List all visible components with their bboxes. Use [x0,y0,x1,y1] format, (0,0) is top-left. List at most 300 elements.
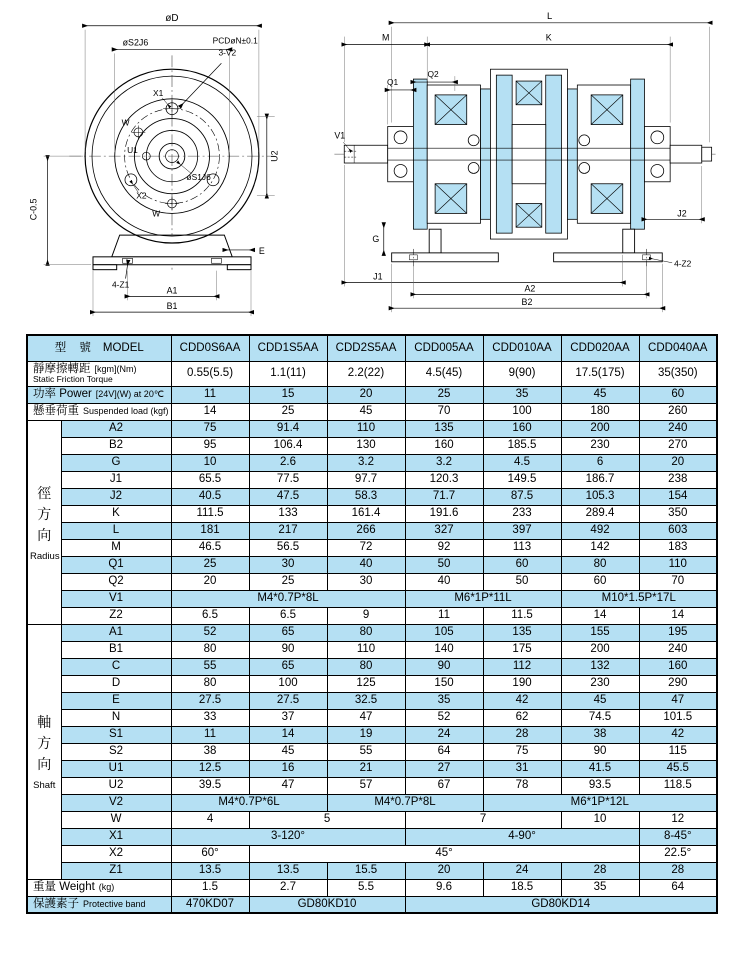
value-cell: 16 [249,760,327,777]
value-cell: 24 [483,862,561,879]
section-label-char: 軸 [37,714,52,731]
spec-label-main: 功率 Power [33,388,92,401]
value-cell: 5 [249,811,405,828]
value-cell: 52 [171,624,249,641]
section-label-char: 向 [37,526,52,543]
dim-label-x1: X1 [153,87,164,98]
model-name-cell: CDD020AA [561,335,639,361]
value-cell: 39.5 [171,777,249,794]
value-cell: 110 [327,420,405,437]
model-label-en: MODEL [102,342,144,355]
value-cell: 77.5 [249,471,327,488]
value-cell: 3.2 [327,454,405,471]
value-cell: 14 [171,403,249,420]
value-cell: 470KD07 [171,896,249,913]
value-cell: 160 [639,658,717,675]
value-cell: 41.5 [561,760,639,777]
dimension-label-cell: A2 [61,420,171,437]
dimension-label-cell: E [61,692,171,709]
value-cell: 75 [171,420,249,437]
value-cell: 105 [405,624,483,641]
dim-label-l: L [547,10,553,21]
left-coil-unit [427,85,480,223]
spec-table-body [27,335,717,913]
value-cell: 110 [327,641,405,658]
value-cell: 90 [249,641,327,658]
value-cell: 180 [561,403,639,420]
value-cell: 2.6 [249,454,327,471]
dimension-label-cell: A1 [61,624,171,641]
value-cell: 183 [639,539,717,556]
value-cell: 65 [249,658,327,675]
value-cell: 40.5 [171,488,249,505]
value-cell: 25 [171,556,249,573]
value-cell: 47 [639,692,717,709]
value-cell: 24 [405,726,483,743]
value-cell: 118.5 [639,777,717,794]
value-cell: 186.7 [561,471,639,488]
value-cell: 101.5 [639,709,717,726]
value-cell: 135 [405,420,483,437]
model-name-cell: CDD010AA [483,335,561,361]
center-assembly [490,69,567,239]
value-cell: 27.5 [249,692,327,709]
dimension-label-cell: B1 [61,641,171,658]
value-cell: 28 [639,862,717,879]
value-cell: 38 [561,726,639,743]
value-cell: 72 [327,539,405,556]
spec-label-main: 重量 Weight [33,881,95,894]
spec-table [26,334,718,914]
value-cell: 17.5(175) [561,361,639,386]
value-cell: 42 [639,726,717,743]
spec-label-unit: Protective band [83,899,146,910]
value-cell: 70 [405,403,483,420]
value-cell: 11.5 [483,607,561,624]
model-name-cell: CDD005AA [405,335,483,361]
dimension-label-cell: Z2 [61,607,171,624]
value-cell: 60 [639,386,717,403]
dimension-label-cell: L [61,522,171,539]
value-cell: 30 [249,556,327,573]
right-bearing-block [644,126,670,181]
value-cell: 45 [561,692,639,709]
dim-label-g: G [372,234,380,245]
value-cell: 37 [249,709,327,726]
dim-label-u2: U2 [269,150,280,162]
value-cell: 11 [171,386,249,403]
value-cell: 13.5 [171,862,249,879]
value-cell: 64 [405,743,483,760]
value-cell: M4*0.7P*8L [171,590,405,607]
value-cell: 130 [327,437,405,454]
value-cell: 25 [249,573,327,590]
value-cell: 45 [327,403,405,420]
value-cell: 40 [405,573,483,590]
value-cell: 14 [639,607,717,624]
dimension-label-cell: S1 [61,726,171,743]
value-cell: 20 [171,573,249,590]
value-cell: 100 [483,403,561,420]
value-cell: 160 [483,420,561,437]
dim-label-pcd: PCDøN±0.1 [212,35,258,46]
value-cell: 175 [483,641,561,658]
value-cell: 9(90) [483,361,561,386]
value-cell: 33 [171,709,249,726]
value-cell: 240 [639,420,717,437]
spec-label-sub: Static Friction Torque [33,374,113,385]
value-cell: 6 [561,454,639,471]
left-flange [413,79,427,229]
value-cell: 15 [249,386,327,403]
side-view-drawing [328,6,720,324]
value-cell: 58.3 [327,488,405,505]
value-cell: 270 [639,437,717,454]
value-cell: 46.5 [171,539,249,556]
value-cell: 14 [561,607,639,624]
value-cell: 113 [483,539,561,556]
value-cell: 492 [561,522,639,539]
value-cell: 106.4 [249,437,327,454]
value-cell: 195 [639,624,717,641]
value-cell: 120.3 [405,471,483,488]
drawings-panel [0,6,732,324]
dim-label-a1: A1 [166,285,178,296]
value-cell: 1.1(11) [249,361,327,386]
model-name-cell: CDD040AA [639,335,717,361]
value-cell: 112 [483,658,561,675]
dimension-label-cell: J2 [61,488,171,505]
spec-label-main: 靜摩擦轉距 [33,363,91,375]
value-cell: 97.7 [327,471,405,488]
value-cell: 161.4 [327,505,405,522]
dim-label-b2: B2 [521,297,533,308]
output-shaft [670,145,711,163]
value-cell: 38 [171,743,249,760]
value-cell: 45 [561,386,639,403]
value-cell: 155 [561,624,639,641]
value-cell: 74.5 [561,709,639,726]
value-cell: 230 [561,675,639,692]
value-cell: M4*0.7P*8L [327,794,483,811]
value-cell: 25 [405,386,483,403]
model-name-cell: CDD0S6AA [171,335,249,361]
value-cell: 80 [561,556,639,573]
value-cell: 1.5 [171,879,249,896]
value-cell: 9.6 [405,879,483,896]
value-cell: 40 [327,556,405,573]
value-cell: 47.5 [249,488,327,505]
value-cell: 11 [171,726,249,743]
value-cell: 47 [327,709,405,726]
value-cell: 9 [327,607,405,624]
value-cell: 8-45° [639,828,717,845]
value-cell: 6.5 [171,607,249,624]
dim-label-os2j6: øS2J6 [122,37,149,48]
value-cell: M6*1P*11L [405,590,561,607]
dim-label-q1: Q1 [387,77,399,88]
spec-label-main: 保護素子 [33,898,79,911]
value-cell: 15.5 [327,862,405,879]
value-cell: 149.5 [483,471,561,488]
dim-label-4z2: 4-Z2 [674,258,692,269]
model-name-cell: CDD1S5AA [249,335,327,361]
value-cell: 115 [639,743,717,760]
value-cell: 0.55(5.5) [171,361,249,386]
model-name-cell: CDD2S5AA [327,335,405,361]
value-cell: 35 [561,879,639,896]
value-cell: 160 [405,437,483,454]
value-cell: 80 [171,641,249,658]
value-cell: 397 [483,522,561,539]
dim-label-k: K [545,32,552,43]
spec-label-unit: (kg) [98,882,115,893]
dim-label-x2: X2 [136,190,147,201]
value-cell: M10*1.5P*17L [561,590,717,607]
value-cell: 21 [327,760,405,777]
value-cell: 191.6 [405,505,483,522]
front-dimension-lines [44,26,275,316]
value-cell: 100 [249,675,327,692]
value-cell: 133 [249,505,327,522]
section-label-cell [27,420,61,624]
model-label-zh: 型 號 [54,342,96,355]
value-cell: 10 [171,454,249,471]
value-cell: 90 [561,743,639,760]
section-label-char: 徑 [37,484,52,501]
value-cell: 140 [405,641,483,658]
value-cell: 67 [405,777,483,794]
input-shaft [344,145,387,163]
value-cell: 3.2 [405,454,483,471]
value-cell: 57 [327,777,405,794]
spec-label-cell [27,386,171,403]
value-cell: 12.5 [171,760,249,777]
value-cell: 95 [171,437,249,454]
value-cell: 142 [561,539,639,556]
value-cell: 4-90° [405,828,639,845]
value-cell: 4.5 [483,454,561,471]
section-label-char: 方 [37,505,52,522]
dim-label-a2: A2 [524,283,536,294]
dimension-label-cell: B2 [61,437,171,454]
value-cell: 56.5 [249,539,327,556]
value-cell: 64 [639,879,717,896]
value-cell: 35 [483,386,561,403]
value-cell: 91.4 [249,420,327,437]
dim-label-w-top: W [121,117,130,128]
dimension-label-cell: U1 [61,760,171,777]
value-cell: 60° [171,845,249,862]
dim-label-u1: U1 [127,145,138,156]
right-flange [631,79,645,229]
spec-label-cell [27,403,171,420]
mounting-base [93,235,251,270]
value-cell: 200 [561,420,639,437]
dim-label-j1: J1 [373,271,383,282]
value-cell: 190 [483,675,561,692]
dimension-label-cell: W [61,811,171,828]
spec-label-main: 懸垂荷重 [33,405,79,418]
dim-label-b1: B1 [166,301,178,312]
value-cell: 350 [639,505,717,522]
value-cell: 25 [249,403,327,420]
left-armature-plate [481,89,491,219]
value-cell: 30 [327,573,405,590]
value-cell: 35 [405,692,483,709]
dimension-label-cell: J1 [61,471,171,488]
value-cell: 52 [405,709,483,726]
value-cell: 14 [249,726,327,743]
spec-label-cell [27,896,171,913]
front-view-drawing [22,6,322,324]
dimension-label-cell: D [61,675,171,692]
dim-label-4z1: 4-Z1 [112,279,130,290]
value-cell: 55 [327,743,405,760]
value-cell: 93.5 [561,777,639,794]
value-cell: 238 [639,471,717,488]
value-cell: 3-120° [171,828,405,845]
left-bearing-block [388,126,414,181]
dim-label-c: C-0.5 [28,198,39,221]
value-cell: 185.5 [483,437,561,454]
value-cell: 11 [405,607,483,624]
value-cell: 290 [639,675,717,692]
dim-label-od: øD [165,12,179,24]
value-cell: GD80KD10 [249,896,405,913]
value-cell: 47 [249,777,327,794]
value-cell: 110 [639,556,717,573]
value-cell: 20 [327,386,405,403]
value-cell: 154 [639,488,717,505]
value-cell: 45° [249,845,639,862]
model-header-cell [27,335,171,361]
value-cell: 4 [171,811,249,828]
value-cell: M6*1P*12L [483,794,717,811]
value-cell: 80 [171,675,249,692]
dimension-label-cell: M [61,539,171,556]
value-cell: 27.5 [171,692,249,709]
dimension-label-cell: U2 [61,777,171,794]
section-label-char: 方 [37,735,52,752]
value-cell: 10 [561,811,639,828]
value-cell: 71.7 [405,488,483,505]
dimension-label-cell: X2 [61,845,171,862]
value-cell: 327 [405,522,483,539]
value-cell: 45.5 [639,760,717,777]
value-cell: GD80KD14 [405,896,717,913]
dimension-label-cell: N [61,709,171,726]
spec-label-line [33,388,169,400]
value-cell: 266 [327,522,405,539]
value-cell: 28 [561,862,639,879]
value-cell: 78 [483,777,561,794]
dim-label-j2: J2 [677,208,687,219]
value-cell: 230 [561,437,639,454]
value-cell: 260 [639,403,717,420]
value-cell: 13.5 [249,862,327,879]
value-cell: 2.2(22) [327,361,405,386]
value-cell: 20 [639,454,717,471]
value-cell: 42 [483,692,561,709]
value-cell: 60 [483,556,561,573]
value-cell: 80 [327,658,405,675]
value-cell: 62 [483,709,561,726]
value-cell: 18.5 [483,879,561,896]
value-cell: 2.7 [249,879,327,896]
dimension-label-cell: Q1 [61,556,171,573]
value-cell: 5.5 [327,879,405,896]
dimension-label-cell: V1 [61,590,171,607]
value-cell: 92 [405,539,483,556]
value-cell: 217 [249,522,327,539]
spec-label-cell [27,879,171,896]
value-cell: 111.5 [171,505,249,522]
value-cell: 65 [249,624,327,641]
dimension-label-cell: C [61,658,171,675]
value-cell: 7 [405,811,561,828]
right-coil-unit [577,85,630,223]
value-cell: 45 [249,743,327,760]
dim-label-v1: V1 [334,130,346,141]
dim-label-w-bottom: W [152,208,161,219]
value-cell: 181 [171,522,249,539]
dimension-label-cell: G [61,454,171,471]
dim-label-3v2: 3-V2 [218,47,237,58]
dim-label-os1j6: øS1J6 [186,171,211,182]
value-cell: 80 [327,624,405,641]
spec-label-unit: Suspended load (kgf) [83,406,169,417]
value-cell: 75 [483,743,561,760]
spec-label-line [33,405,169,417]
value-cell: 32.5 [327,692,405,709]
dimension-label-cell: X1 [61,828,171,845]
dimension-label-cell: V2 [61,794,171,811]
value-cell: 20 [405,862,483,879]
value-cell: 22.5° [639,845,717,862]
section-label-char: 向 [37,756,52,773]
section-label-en: Radius [30,550,60,562]
value-cell: 35(350) [639,361,717,386]
value-cell: 70 [639,573,717,590]
value-cell: 603 [639,522,717,539]
value-cell: 28 [483,726,561,743]
section-label-en: Shaft [33,780,56,792]
dimension-label-cell: S2 [61,743,171,760]
value-cell: 87.5 [483,488,561,505]
value-cell: 240 [639,641,717,658]
value-cell: 132 [561,658,639,675]
value-cell: 289.4 [561,505,639,522]
value-cell: 50 [483,573,561,590]
value-cell: 12 [639,811,717,828]
value-cell: 27 [405,760,483,777]
spec-label-line [33,881,169,893]
value-cell: 135 [483,624,561,641]
dim-label-e: E [258,245,265,256]
value-cell: 50 [405,556,483,573]
right-armature-plate [567,89,577,219]
value-cell: 60 [561,573,639,590]
value-cell: 31 [483,760,561,777]
value-cell: 4.5(45) [405,361,483,386]
value-cell: 105.3 [561,488,639,505]
spec-label-cell [27,361,171,386]
dimension-label-cell: K [61,505,171,522]
value-cell: 200 [561,641,639,658]
spec-label-unit: [kgm](Nm) [94,364,137,374]
machine-body [344,69,711,239]
